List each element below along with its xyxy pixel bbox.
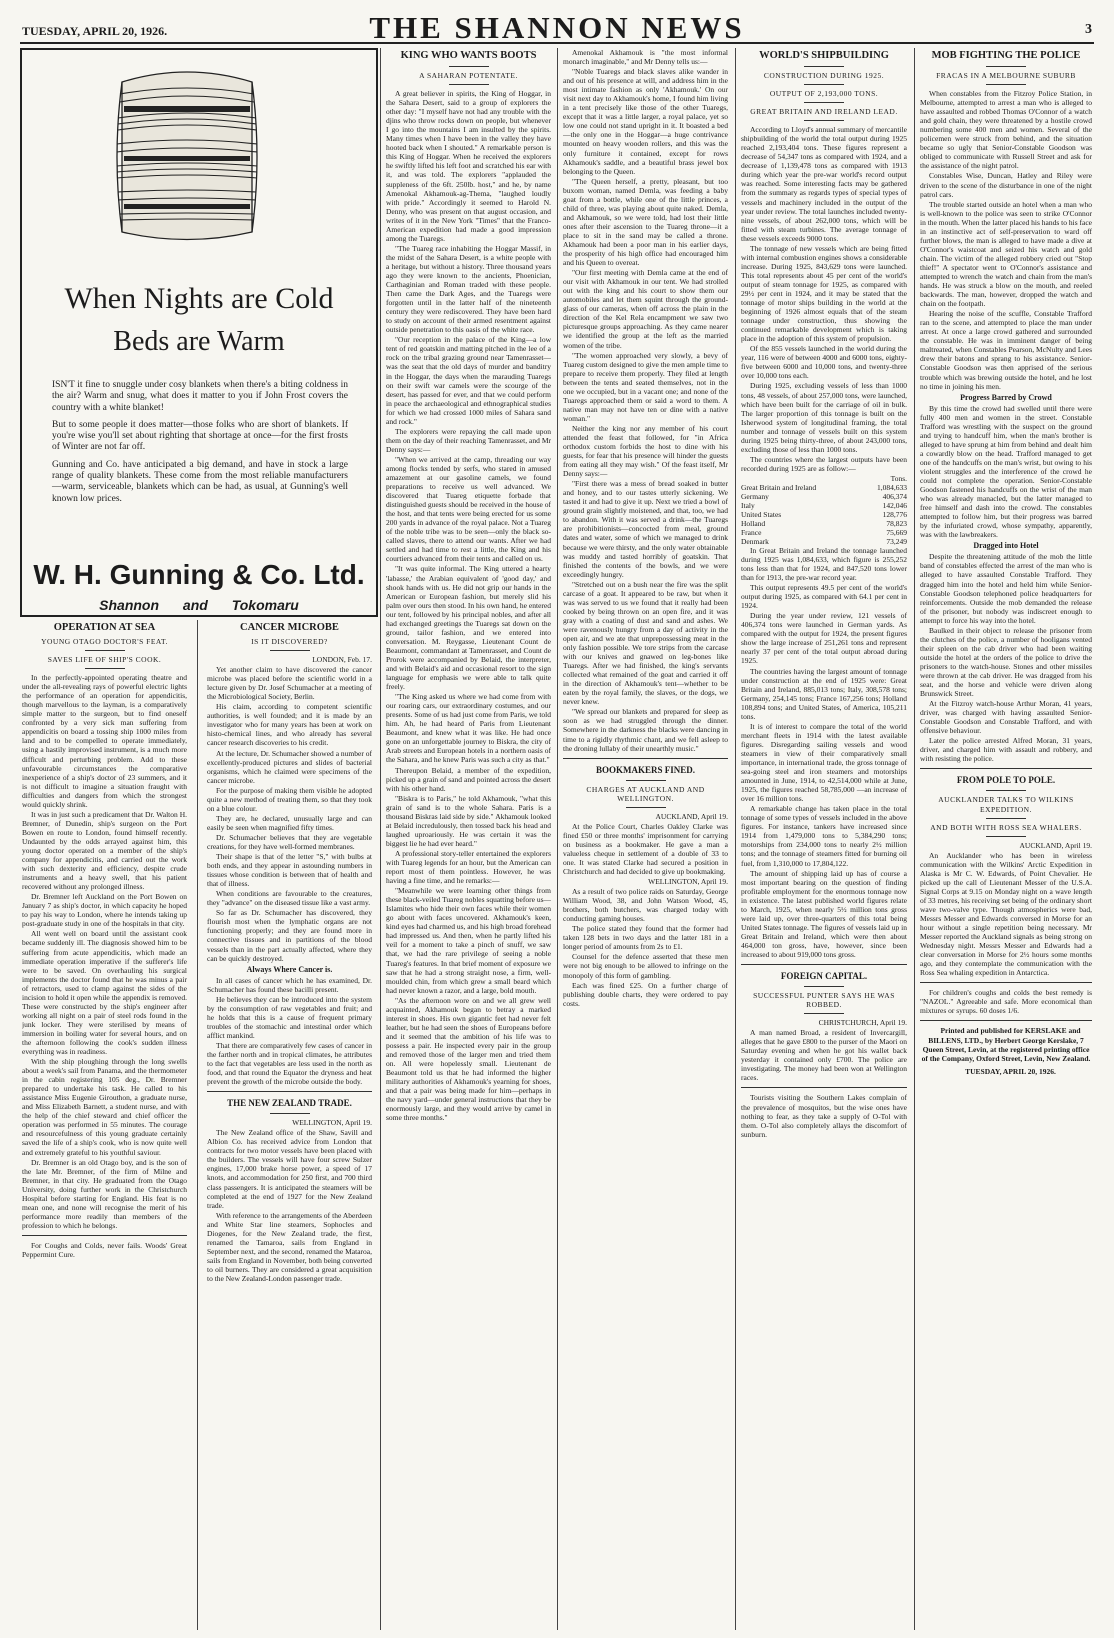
masthead-date: TUESDAY, APRIL 20, 1926. <box>22 24 168 38</box>
paragraph: "The King asked us where we had come from with our roaring cars, our extraordinary costumes, and our presents. Some of us had just come from Paris, we told him. Ah, he had heard of Paris from Lieutenant Beaumont, and knew what it was like. He had once gone on an unforgettable journey to Biskra, the city of Arab streets and European hotels in a northern oasis of the Sahara, and he knew Paris was such a city as that." <box>386 692 551 765</box>
headline-from-pole-to-pole: FROM POLE TO POLE. <box>956 775 1056 786</box>
paragraph: "When we arrived at the camp, threading our way among flocks tended by serfs, who stared in amused amazement at our gasoline camels, we found preparations to receive us well advanced. We discovered that Tuareg etiquette forbade that distinguished guests should be received in the house of the host, and that tents were being erected for us some 200 yards in advance of the royal palace. Not a Tuareg of the noble tribe was to be seen—only the black so-called slaves, there to attend our wants. After we had settled and had time to rest a little, the King and his courtiers advanced from their tents and called on us. <box>386 454 551 564</box>
paragraph: Constables Wise, Duncan, Hatley and Riley were driven to the scene of the disturbance in one of the night patrol cars. <box>920 171 1092 199</box>
subhead: AUCKLANDER TALKS TO WILKINS EXPEDITION. <box>938 795 1074 814</box>
headline-cancer-microbe: CANCER MICROBE <box>240 622 339 633</box>
table-row: Great Britain and Ireland 1,084,633 <box>741 482 907 492</box>
paragraph: A man named Broad, a resident of Invercargill, alleges that he gave £800 to the purser of the Maori on Saturday evening and when he got his wallet back yesterday it contained only £700. The police are investigating. The money had been won at Wellington races. <box>741 1028 907 1083</box>
column-king-who-wants-boots <box>386 48 551 1630</box>
dateline: CHRISTCHURCH, April 19. <box>818 1018 907 1028</box>
masthead-title: THE SHANNON NEWS <box>369 10 745 45</box>
column-mob-fighting-police <box>920 48 1092 1630</box>
paragraph: "Biskra is to Paris," he told Akhamouk, "what this grain of sand is to the whole Sahara. Paris is a thousand Biskras laid side by side." Akhamouk looked at Belaid incredulously, then tossed back his head and laughed uproariously. He was certain it was the biggest lie he had ever heard." <box>386 793 551 848</box>
paragraph: This output represents 49.5 per cent of the world's output during 1925, as compared with 64.1 per cent in 1924. <box>741 583 907 611</box>
paragraph: "First there was a mess of bread soaked in butter and honey, and to our tastes utterly sickening. We tasted it and had to give it up. Next we tried a bowl of ground grain slightly moistened, and that, too, we had to abandon. With it was served a drink—the Tuaregs are prohibitionists—concocted from meal, ground dates and water, some of which we managed to drink because we were thirsty, and the only water obtainable was muddy and tasted horribly of goatskin. That finished the contents of the bowls, and we were exceedingly hungry. <box>563 479 728 579</box>
paragraph: "The women approached very slowly, a bevy of Tuareg custom designed to give the men ample time to prepare to receive them properly. They filed at length between the tents and seated themselves, not in the one we occupied, but in a vacant one; and none of the Tuaregs approached them or said a word to them. A native man may not have ten or dine with a native woman." <box>563 350 728 423</box>
paragraph: "Stretched out on a bush near the fire was the split carcase of a goat. It appeared to be raw, but when it was was served to us we found that it really had been cooked by being thrown on an open fire, and it was gray with a coating of dust and sand and ashes. We were ravenously hungry from a day of activity in the open air, and we ate that unprepossessing meat in the only fashion possible. We tore strips from the carcase with our knives and gnawed on leg-bones like Tuaregs. After we had finished, the king's servants collected what remained of the goat and carried it off in the direction of Akhamouk's tent—whether to be eaten by the royal family, the slaves, or the dogs, we never knew. <box>563 579 728 707</box>
paragraph: The explorers were repaying the call made upon them on the day of their reaching Tamenrasset, and Mr Denny says:— <box>386 426 551 454</box>
subhead: SAVES LIFE OF SHIP'S COOK. <box>47 655 162 665</box>
masthead-rule <box>20 42 1094 44</box>
dateline: AUCKLAND, April 19. <box>655 811 728 821</box>
paragraph: He believes they can be introduced into the system by the consumption of raw vegetables and fruit; and he holds that this is a cause of frequent primary troubles of the stomachic and intestinal order which afflict mankind. <box>207 994 372 1040</box>
page-number: 3 <box>1085 22 1092 37</box>
paragraph: Baulked in their object to release the prisoner from the clutches of the police, a number of hooligans vented their spleen on the cab driver who had been waiting outside the hotel at the orders of the police to drive the prisoners to the watch-house. Stones and other missiles were thrown at the cab driver. He was dragged from his seat, and the horse and vehicle were driven along Brunswick Street. <box>920 625 1092 699</box>
paragraph: All went well on board until the assistant cook became suddenly ill. The diagnosis showed him to be suffering from acute appendicitis, which made an immediate operation imperative if the sufferer's life were to be saved. On overhauling his surgical implements the doctor found that he was minus a pair of retractors, used to clamp against the sides of the incision to hold it open while the appendix is removed. These were constructed by the ship's engineer after working all night on a pair of steel rods found in the junk locker. They were sterilised by means of immersion in boiling water for several hours, and on the afternoon following the cook's sudden illness everything was in readiness. <box>22 929 187 1057</box>
paragraph: "The Tuareg race inhabiting the Hoggar Massif, in the midst of the Sahara Desert, is a white people with a heritage, but without a history. Three thousand years ago they were known to the ancients, Phoenician, Carthaginian and Roman traded with these people. Then came the Dark Ages, and the Tuaregs were forgotten until in the latter half of the nineteenth century they were rediscovered. They have been hard to study on account of their armed resentment against outside penetration to this oasis of the white race. <box>386 243 551 335</box>
paragraph: The New Zealand office of the Shaw, Savill and Albion Co. has received advice from London that contracts for two motor vessels have been placed with the builders. The vessels will have four screw Sulzer engines, 17,000 brake horse power, a speed of 17 knots, and accommodation for 250 first, and 700 third class passengers. It is anticipated the steamers will be completed at the end of 1927 for the New Zealand trade. <box>207 1128 372 1210</box>
paragraph: With the ship ploughing through the long swells about a week's sail from Panama, and the thermometer in the cabin registering 105 deg., Dr. Bremner prepared to undertake his task. He called to his assistance Miss Eugenie Girouthon, a graduate nurse, and Miss Elizabeth Barnett, a student nurse, and with the help of the chief steward and chief officer the operation was performed in 55 minutes. The courage and resourcefulness of this young graduate certainly saved the life of a ship's cook, who is now quite well and extremely grateful to his youthful saviour. <box>22 1057 187 1157</box>
paragraph: "We spread our blankets and prepared for sleep as soon as we had struggled through the dinner. Somewhere in the darkness the blacks were dancing in time to a rigidly rhythmic chant, and we fell asleep to the droning lullaby of their unearthly music." <box>563 707 728 753</box>
headline-bookmakers-fined: BOOKMAKERS FINED. <box>595 764 695 775</box>
paragraph: In Great Britain and Ireland the tonnage launched during 1925 was 1,084,633, which figure is 255,252 tons less than that for 1924, and 847,520 tons lower than for 1913, the pre-war record year. <box>741 545 907 583</box>
paragraph: Yet another claim to have discovered the cancer microbe was placed before the scientific world in a lecture given by Dr. Josef Schumacher at a meeting of the Microbiological Society, Berlin. <box>207 665 372 702</box>
paragraph: Each was fined £25. On a further charge of publishing double charts, they were ordered to pay costs. <box>563 980 728 1008</box>
paragraph: The amount of shipping laid up has of course a most important bearing on the question of finding profitable employment for the enormous tonnage now in existence. The latest published world figures relate to March, 1925, when nearly 5½ million tons gross were laid up, over three-quarters of this total being United States tonnage. The figures of vessels laid up in Great Britain and Ireland, which were then about 464,000 ton gross, have, however, since been increased to about 919,000 tons gross. <box>741 868 907 959</box>
paragraph: According to Lloyd's annual summary of mercantile shipbuilding of the world the total output during 1925 reached 2,193,404 tons. These figures represent a decrease of 54,347 tons as compared with 1924, and a decrease of 1,139,478 tons as compared with 1913 during which year the pre-war world's record output was reached. Some interesting facts may be gathered from the summary as regards types of special types of vessels and machinery included in the output of the year under review. The total launches included twenty-nine vessels, of about 262,000 tons, which will be fitted with steam turbines. The average tonnage of these vessels exceeds 9000 tons. <box>741 125 907 243</box>
paragraph: "It was quite informal. The King uttered a hearty 'labasse,' the Arabian equivalent of 'good day,' and shook hands with us. He did not grip our hands in the American or European fashion, but merely slid his palm over ours then stood. In his own hand, he entered our tent, followed by his principal nobles, and after all had exchanged greetings the Tuaregs sat down on the ground, tailor fashion, and we entered into conversation. M. Reygasse, Lieutenant Count de Beaumont, commandant at Tamenrasset, and Count de Prorok were accompanied by Belaid, the interpreter, and with Belaid's aid and occasional resort to the sign language for emphasis we were able to talk quite freely. <box>386 564 551 692</box>
table-row: Italy 142,046 <box>741 500 907 510</box>
paragraph: Neither the king nor any member of his court attended the feast that followed, for "in Africa orthodox custom forbids the host to dine with his guests, for fear that his presence will hinder the guests from eating all they may wish." Of the feast itself, Mr Denny says:— <box>563 423 728 479</box>
paragraph: A remarkable change has taken place in the total tonnage of some types of vessels included in the above figures. For instance, tankers have increased since 1914 from 1,479,000 tons to 5,384,290 tons; motorships from 234,000 tons to nearly 2½ million tons; and the tonnage of steamers fitted for burning oil fuel, from 1,310,000 to 17,804,122. <box>741 804 907 868</box>
paragraph: They are, he declared, unusually large and can easily be seen when magnified fifty times. <box>207 813 372 832</box>
section-head: Progress Barred by Crowd <box>960 392 1052 402</box>
paragraph: Dr. Schumacher believes that they are vegetable creations, for they have well-formed membranes. <box>207 832 372 851</box>
subhead: GREAT BRITAIN AND IRELAND LEAD. <box>750 107 898 117</box>
ad-locations: Shannon and Tokomaru <box>99 597 299 613</box>
dateline: AUCKLAND, April 19. <box>1019 840 1092 850</box>
paragraph: When constables from the Fitzroy Police Station, in Melbourne, attempted to arrest a man who is alleged to have assaulted and robbed Thomas O'Connor of a watch and gold chain, they were threatened by a hostile crowd numbering some 400 men and women. Several of the policemen were struck from behind, and the situation became so ugly that Senior-Constable Goodson was obliged to communicate with Russell Street and ask for the assistance of the night patrol. <box>920 89 1092 171</box>
ad-company-name: W. H. Gunning & Co. Ltd. <box>33 559 365 590</box>
paragraph: It is of interest to compare the total of the world merchant fleets in 1914 with the latest available figures. Disregarding sailing vessels and wood steamers in view of their comparatively small importance, in international trade, the gross tonnage of sea-going steel and iron steamers and motorships amounted in June, 1914, to 42,514,000 while at June, 1925, the figures reached 58,785,000 —an increase of over 16 million tons. <box>741 721 907 804</box>
advert-footer: For children's coughs and colds the best remedy is "NAZOL." Agreeable and safe. More economical than mixtures or syrups. 60 doses 1/6. <box>920 988 1092 1016</box>
paragraph: Their shape is that of the letter "S," with bulbs at both ends, and they appear in astounding numbers in tissues whose condition is between that of health and that of illness. <box>207 852 372 889</box>
column-operation-at-sea <box>22 620 187 1630</box>
paragraph: With reference to the arrangements of the Aberdeen and White Star line steamers, Sophocles and Diogenes, for the New Zealand trade, the first, renamed the Tamaroa, sails from England in September next, and the second, renamed the Mataroa, sails from England in November, both being converted to oil burners. They are considered a great acquisition to the New Zealand-London passenger trade. <box>207 1210 372 1283</box>
paragraph: Hearing the noise of the scuffle, Constable Trafford ran to the scene, and attempted to place the man under arrest. At once a large crowd gathered and surrounded the constable. He was in imminent danger of being maltreated, when Constables Pearson, McNulty and Lees drew their batons and sprang to his assistance. Senior-Constable Goodson was then apprised of the serious trouble which was brewing outside the hotel, and he lost no time in joining his men. <box>920 309 1092 391</box>
ad-paragraph: ISN'T it fine to snuggle under cosy blankets when there's a biting coldness in the air? Warm and snug, what does it matter to you if John Frost covers the country with a white blanket! <box>52 380 348 413</box>
column-worlds-shipbuilding <box>741 48 907 1630</box>
headline-mob-fighting-police: MOB FIGHTING THE POLICE <box>931 50 1081 61</box>
paragraph: That there are comparatively few cases of cancer in the farther north and in tropical climates, he attributes to the fact that vegetables are less used in the north as food, and that round the Equator the dryness and heat prevent the growth of the microbe outside the body. <box>207 1040 372 1087</box>
column-cancer-microbe <box>207 620 372 1630</box>
paragraph: "Our reception in the palace of the King—a low tent of red goatskin and matting pitched in the lee of a rock on the tribal grazing ground near Tamenrasset—was the seat that the old days of murder and banditry in the Hoggar, the days when the marauding Tuaregs on their swift war camels were the scourge of the desert, has passed for ever, and that we could perform in peace the archaeological and ethnographical studies for which we had crossed 1000 miles of Sahara sand and rock." <box>386 335 551 426</box>
headline-foreign-capital: FOREIGN CAPITAL. <box>780 971 868 982</box>
imprint-date: TUESDAY, APRIL 20, 1926. <box>965 1066 1056 1076</box>
subhead: SUCCESSFUL PUNTER SAYS HE WAS ROBBED. <box>753 991 895 1010</box>
advert-footer: Tourists visiting the Southern Lakes complain of the prevalence of mosquitos, but the wise ones have nothing to fear, as they take a supply of O-Tol with them. O-Tol also completely allays the discomfort of sunburn. <box>741 1093 907 1139</box>
subhead: AND BOTH WITH ROSS SEA WHALERS. <box>930 822 1082 832</box>
paragraph: The countries having the largest amount of tonnage under construction at the end of 1925 were: Great Britain and Ireland, 885,013 tons; Italy, 308,578 tons; Germany, 254,145 tons; France 167,256 tons; Holland 108,894 tons; and United States, of America, 105,211 tons. <box>741 666 907 721</box>
paragraph: His claim, according to competent scientific authorities, is well founded; and it is made by an investigator who for many years has been at work on histo-chemical lines, and who already has several cancer research discoveries to his credit. <box>207 702 372 748</box>
headline-nz-trade: THE NEW ZEALAND TRADE. <box>227 1098 352 1109</box>
table-row: Holland 78,823 <box>741 518 907 528</box>
paragraph: "Our first meeting with Demla came at the end of our visit with Akhamouk in our tent. We had strolled out with the king and his court to show them our automobiles and let them squint through the ground-glass of our cameras, when off across the plain in the direction of the Kel Rela encampment we saw two picturesque groups approaching. As they came nearer we identified the group at the left as the married women of the tribe. <box>563 268 728 350</box>
paragraph: The trouble started outside an hotel when a man who is well-known to the police was seen to strike O'Connor in the mouth. When the latter placed his hands to his face in an instinctive act of self-preservation to ward off further blows, the man is alleged to have made a dive at O'Connor's waistcoat and seized his watch and gold chain. The victim of the alleged robbery cried out "Stop thief!" A spectator went to O'Connor's assistance and attempted to wrench the watch and chain from the man's hands. He was struck a blow on the mouth, and reeled backwards. The man, however, dropped the watch and chain on the footpath. <box>920 199 1092 309</box>
ad-body <box>52 380 348 511</box>
paragraph: During 1925, excluding vessels of less than 1000 tons, 48 vessels, of about 257,000 tons, were launched, which have been built for the carriage of oil in bulk. The larger proportion of this tonnage is built on the Isherwood system of longitudinal framing, the total number and tonnage of vessels built on this system during 1925 being thirty-three, of about 243,000 tons, excluding those of less than 1000 tons. <box>741 381 907 454</box>
paragraph: During the year under review, 121 vessels of 406,374 tons were launched in German yards. As compared with the output for 1924, the present figures show the large increase of 251,261 tons and represent nearly 37 per cent of the total output abroad during 1925. <box>741 611 907 666</box>
folded-blankets-illustration <box>112 62 262 247</box>
shipbuilding-output-table <box>741 474 907 546</box>
paragraph: For the purpose of making them visible he adopted quite a new method of treating them, so that they took on a blue colour. <box>207 785 372 813</box>
paragraph: A great believer in spirits, the King of Hoggar, in the Sahara Desert, said to a group of explorers the other day: "I myself have not had any trouble with the djins who throw rocks down on people, but whenever I go into the mountains I am insulted by the spirits. Many times when I have been in the valley they have hooted back when I shouted." A remarkable person is this King of Hoggar. When he received the explorers he swiftly lifted his left foot and scratched his ear with it, and was told. The explorers "applauded the suppleness of the 6ft. 250lb. host," and he, by name Amenokal Akhamouk-ag-Thema, "laughed loudly with pride." Accordingly it seemed to Harold N. Denny, who was present on that august occasion, and writes of it in the New York "Times" that the Franco-American expedition had made a good impression among the Tuaregs. <box>386 89 551 243</box>
table-row: Germany 406,374 <box>741 491 907 501</box>
paragraph: "As the afternoon wore on and we all grew well acquainted, Akhamouk began to betray a marked interest in shoes. His own gigantic feet had never felt leather, but he had seen the shoes of Europeans before and it seemed that the ambition of his life was to possess a pair. He inspected every pair in the group and removed those of the larger men and tried them on. All were hopelessly small. Lieutenant de Beaumont told us that he had informed the higher military authorities of Akhamouk's yearning for shoes, and that a pair was being made for him—perhaps in the navy yard—under general instructions that they be enormously large, and they would arrive by camel in some three months." <box>386 995 551 1123</box>
subhead: YOUNG OTAGO DOCTOR'S FEAT. <box>41 637 168 646</box>
gunning-blanket-advertisement <box>20 48 378 617</box>
paragraph: As a result of two police raids on Saturday, George William Wood, 38, and John Watson Wood, 45, brothers, both butchers, was charged today with conducting gaming houses. <box>563 887 728 924</box>
ad-paragraph: Gunning and Co. have anticipated a big demand, and have in stock a large range of quality blankets. These come from the most reliable manufacturers—warm, serviceable, blankets which can be had, as usual, at Gunning's well known low prices. <box>52 459 348 504</box>
paragraph: In the perfectly-appointed operating theatre and under the all-revealing rays of powerful electric lights the performance of an operation for appendicitis, though marvellous to the layman, is a comparatively simple matter to the surgeon, but to find oneself confronted by a very sick man suffering from appendicitis on board a tossing ship 1000 miles from land and to be compelled to operate immediately, using a hastily improvised instrument, is a much more difficult and perturbing problem. Add to these unfavourable circumstances the comparative inexperience of a ship's doctor of 23 summers, and it is not difficult to imagine a situation fraught with difficulties and dangers from which the strongest would quickly shrink. <box>22 673 187 809</box>
paragraph: At the lecture, Dr. Schumacher showed a number of excellently-produced pictures and slides of bacterial organisms, which he claimed were specimens of the cancer microbe. <box>207 748 372 785</box>
section-head: Always Where Cancer is. <box>246 964 333 974</box>
paragraph: The countries where the largest outputs have been recorded during 1925 are as follow:— <box>741 454 907 473</box>
printer-imprint: Printed and published for KERSLAKE and BILLENS, LTD., by Herbert George Kerslake, 7 Queen Street, Levin, at the registered printing office of the Company, Oxford Street, Levin, New Zealand. <box>921 1026 1091 1063</box>
subhead: CHARGES AT AUCKLAND AND WELLINGTON. <box>586 784 705 803</box>
ad-subheadline: Beds are Warm <box>113 326 285 357</box>
paragraph: At the Fitzroy watch-house Arthur Moran, 41 years, driver, was charged with having assaulted Senior-Constable Goodson and Constable Trafford, and with offensive behaviour. <box>920 699 1092 736</box>
paragraph: It was in just such a predicament that Dr. Walton H. Bremner, of Dunedin, ship's surgeon on the Port Bowen en route to London, found himself recently. Undaunted by the odds arrayed against him, this young doctor operated on a member of the ship's company for appendicitis, and carried out the work with such dexterity and efficiency, despite crude instruments and a heavy swell, that his patient recovered without any prolonged illness. <box>22 809 187 892</box>
paragraph: When conditions are favourable to the creatures, they "advance" on the diseased tissue like a vast army. <box>207 889 372 908</box>
dateline: WELLINGTON, April 19. <box>648 877 728 887</box>
table-row: United States 128,776 <box>741 509 907 519</box>
paragraph: Dr. Bremner left Auckland on the Port Bowen on January 7 as ship's doctor, in which capacity he hoped to pay his way to London, where he intends taking up post-graduate study in one of the hospitals in that city. <box>22 892 187 929</box>
paragraph: At the Police Court, Charles Oakley Clarke was fined £50 or three months' imprisonment for carrying on business as a bookmaker. He gave a man a valueless cheque in settlement of a double of 33 to one. It was stated Clarke had secured a position in Christchurch and had decided to give up bookmaking. <box>563 821 728 876</box>
paragraph: "Meanwhile we were learning other things from these black-veiled Tuareg nobles squatting before us—Islamites who hide their own faces while their women go about with faces uncovered. Akhamouk's keen, kind eyes had charmed us, and his high broad forehead had impressed us. And then, when he partly lifted his veil for a moment to take a pinch of snuff, we saw that, we had the rare privilege of seeing a noble Tuareg's features. In that brief moment of exposure we saw that he had a strong straight nose, a firm, well-moulded chin, from which grew a small beard which had never known a razor, and a large, bold mouth. <box>386 886 551 995</box>
paragraph: An Aucklander who has been in wireless communication with the Wilkins' Arctic Expedition in Alaska is Mr C. W. Edwards, of Point Chevalier. He picked up the call of Lieutenant Messer of the U.S.A. Signal Corps at 9.15 on Monday night on a wave length of 33 metres, his receiving set being of the ordinary short wave two-valve type. Though atmospherics were bad, Messrs Messer and Edwards conversed in Morse for an hour without a single repetition being necessary. Mr Messer reported the Auckland signals as being strong on Wednesday night. Messrs Messer and Edwards had a clear conversation in Morse for 2½ hours some months ago, and they contemplate the communication with the Ross Sea whaling expedition in Antarctica. <box>920 850 1092 978</box>
subhead: FRACAS IN A MELBOURNE SUBURB <box>936 71 1076 80</box>
column-king-continued <box>563 48 728 1630</box>
headline-worlds-shipbuilding: WORLD'S SHIPBUILDING <box>759 50 889 61</box>
subhead: A SAHARAN POTENTATE. <box>419 71 518 80</box>
subhead: CONSTRUCTION DURING 1925. <box>763 71 885 80</box>
paragraph: Counsel for the defence asserted that these men were not big enough to be allowed to infringe on the monopoly of this form of gambling. <box>563 952 728 980</box>
table-header: Tons. <box>890 473 907 483</box>
paragraph: "Noble Tuaregs and black slaves alike wander in and out of his presence at will, and address him in the most intimate fashion as only 'Akhamouk.' On our visit next day to Akhamouk's home, I found him living in a tent precisely like those of the other Tuaregs, except that it was a little larger, a royal palace, yet so low one could not stand upright in it. It boasted a bed—the only one in the Hoggar—a huge contrivance mounted on heavy wooden rollers, and this was the only furniture it contained, except for rows Akhamouk's saddle, and a beautiful brass jewel box belonging to the Queen. <box>563 67 728 176</box>
headline-operation-at-sea: OPERATION AT SEA <box>53 622 156 633</box>
table-row: France 75,669 <box>741 527 907 537</box>
ad-paragraph: But to some people it does matter—those folks who are short of blankets. If you're wise you'll set about righting that shortage at once—for the first frosts of Winter are not far off. <box>52 419 348 453</box>
paragraph: "The Queen herself, a pretty, pleasant, but too buxom woman, named Demla, was feeding a baby goat from a bottle, while one of the little princes, a child of three, was playing about quite naked. Demla, and Akhamouk, so we were told, had lost their little ones after their ascension to the Tuareg throne—it a place to sit in the sand may be called a throne. Akhamouk had been a poor man in his earlier days, the prosperity of his high office had encouraged him and his Queen to overeat. <box>563 176 728 268</box>
paragraph: By this time the crowd had swelled until there were fully 400 men and women in the street. Constable Trafford was wrestling with the suspect on the ground and trying to handcuff him, when the man's brother is alleged to have sprung at him from behind and dealt him a cowardly blow on the head. Trafford managed to get one of the handcuffs on the man's wrist, but owing to his violent struggles and the interference of the crowd he could not complete the operation. Senior-Constable Goodson fastened his handcuffs on the wrist of the man who was already manacled, but the latter managed to free himself and dash into the crowd. The constables attempted to follow him, but their progress was barred by the infuriated crowd, whose sympathy, apparently, was with the lawbreakers. <box>920 403 1092 540</box>
paragraph: Despite the threatening attitude of the mob the little band of constables effected the arrest of the man who is alleged to have assaulted Constable Trafford. They dragged him into the hotel and held him while Senior-Constable Goodson telephoned police headquarters for reinforcements. Outside the mob demanded the release of the prisoner, but nobody was indiscreet enough to attempt to force his way into the hotel. <box>920 552 1092 625</box>
dateline: WELLINGTON, April 19. <box>292 1118 372 1128</box>
paragraph: In all cases of cancer which he has examined, Dr. Schumacher has found these bacilli present. <box>207 975 372 994</box>
paragraph: Later the police arrested Alfred Moran, 31 years, driver, and charged him with assault and robbery, and with resisting the police. <box>920 736 1092 764</box>
paragraph: Amenokal Akhamouk is "the most informal monarch imaginable," and Mr Denny tells us:— <box>563 48 728 67</box>
paragraph: A professional story-teller entertained the explorers with Tuareg legends for an hour, but the American can report most of them pointless. However, he was having a fine time, and he remarks:— <box>386 848 551 886</box>
headline-king-who-wants-boots: KING WHO WANTS BOOTS <box>400 50 537 61</box>
paragraph: The police stated they found that the former had taken 128 bets in two days and the latter 181 in a longer period of amounts from 2s to £1. <box>563 924 728 952</box>
paragraph: Thereupon Belaid, a member of the expedition, picked up a grain of sand and pointed across the desert with his other hand. <box>386 765 551 793</box>
section-head: Dragged into Hotel <box>973 541 1039 551</box>
dateline: LONDON, Feb. 17. <box>312 655 372 665</box>
paragraph: So far as Dr. Schumacher has discovered, they flourish most when the lymphatic organs are not functioning properly; and they are found more in connective tissues and in partitions of the blood vessels than in the part actually affected, where they can be quickly destroyed. <box>207 908 372 963</box>
table-row: Denmark 73,249 <box>741 536 907 546</box>
paragraph: Of the 855 vessels launched in the world during the year, 116 were of between 4000 and 6000 tons, eighty-five between 6000 and 10,000 tons, and twenty-three over 10,000 tons each. <box>741 344 907 381</box>
masthead <box>0 6 1114 45</box>
subhead: IS IT DISCOVERED? <box>251 637 328 646</box>
subhead: OUTPUT OF 2,193,000 TONS. <box>769 89 879 99</box>
paragraph: Dr. Bremner is an old Otago boy, and is the son of the late Mr. Bremner, of the firm of Milne and Bremner, in that city. He graduated from the Otago University, doing further work in the Christchurch Hospital before starting for England. His feat is no mean one, and none will recognise the merit of his performance more readily than members of the profession to which he belongs. <box>22 1157 187 1230</box>
advert-footer: For Coughs and Colds, never fails. Woods' Great Peppermint Cure. <box>22 1240 187 1259</box>
ad-headline: When Nights are Cold <box>64 282 334 315</box>
paragraph: The tonnage of new vessels which are being fitted with internal combustion engines shows a considerable increase. During 1925, 843,629 tons were launched. This total represents about 45 per cent of the world's output of steam tonnage for 1925, as compared with 29½ per cent in 1924, and it may be stated that the tonnage of motor ships building in the world at the beginning of 1926 almost equals that of the steam tonnage under construction, thus showing the continued remarkable development which is taking place in the adoption of this system of propulsion. <box>741 243 907 344</box>
